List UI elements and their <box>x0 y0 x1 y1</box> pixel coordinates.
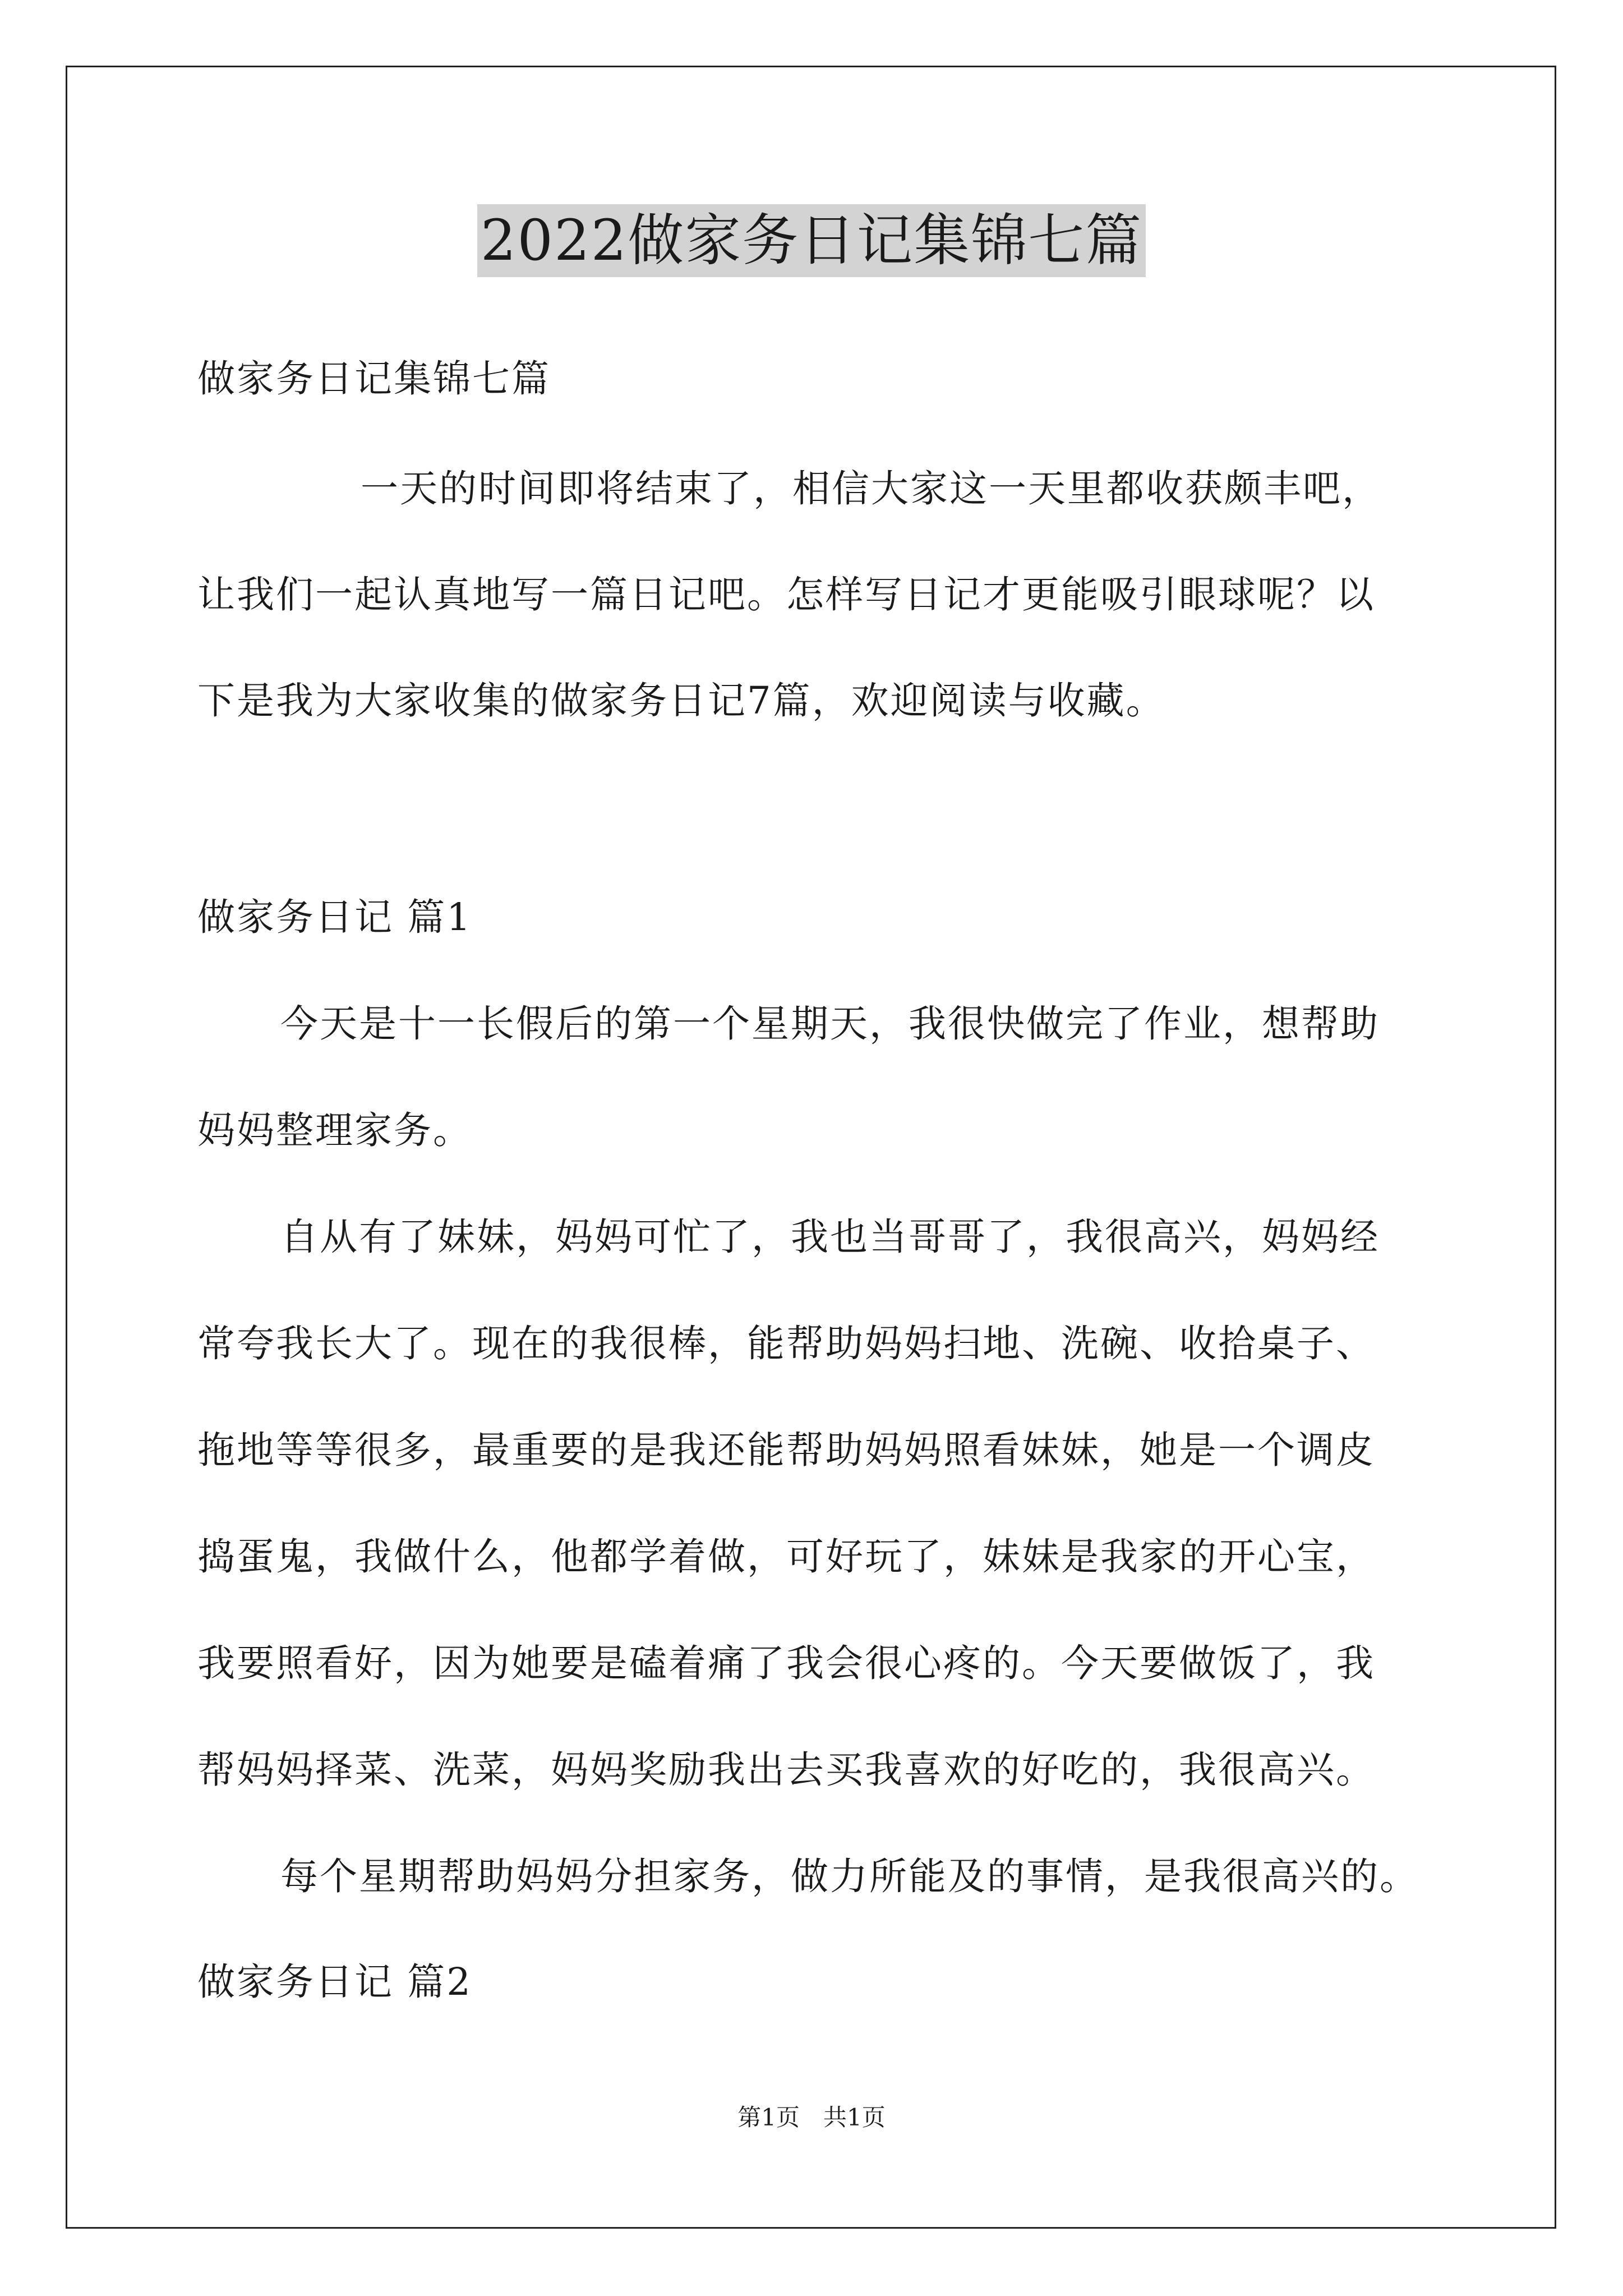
paragraph-line: 帮妈妈择菜、洗菜，妈妈奖励我出去买我喜欢的好吃的，我很高兴。 <box>197 1748 1375 1792</box>
section-heading: 做家务日记 篇2 <box>197 1960 472 2004</box>
document-subtitle: 做家务日记集锦七篇 <box>197 357 551 401</box>
section-heading: 做家务日记 篇1 <box>197 895 472 939</box>
paragraph-line: 拖地等等很多，最重要的是我还能帮助妈妈照看妹妹，她是一个调皮 <box>197 1428 1375 1472</box>
paragraph-line: 捣蛋鬼，我做什么，他都学着做，可好玩了，妹妹是我家的开心宝， <box>197 1535 1375 1579</box>
document-title-text: 2022做家务日记集锦七篇 <box>477 204 1146 277</box>
intro-line: 下是我为大家收集的做家务日记7篇，欢迎阅读与收藏。 <box>197 679 1165 723</box>
intro-line: 一天的时间即将结束了，相信大家这一天里都收获颇丰吧， <box>361 467 1381 510</box>
document-title <box>0 204 1623 277</box>
page-footer: 第1页 共1页 <box>737 2104 886 2131</box>
paragraph-line: 我要照看好，因为她要是磕着痛了我会很心疼的。今天要做饭了，我 <box>197 1641 1375 1685</box>
paragraph-line: 每个星期帮助妈妈分担家务，做力所能及的事情，是我很高兴的。 <box>280 1855 1419 1898</box>
paragraph-line: 今天是十一长假后的第一个星期天，我很快做完了作业，想帮助 <box>280 1002 1380 1046</box>
intro-line: 让我们一起认真地写一篇日记吧。怎样写日记才更能吸引眼球呢？以 <box>197 573 1375 616</box>
paragraph-line: 常夸我长大了。现在的我很棒，能帮助妈妈扫地、洗碗、收拾桌子、 <box>197 1322 1375 1365</box>
paragraph-line: 妈妈整理家务。 <box>197 1108 472 1152</box>
paragraph-line: 自从有了妹妹，妈妈可忙了，我也当哥哥了，我很高兴，妈妈经 <box>280 1215 1380 1259</box>
